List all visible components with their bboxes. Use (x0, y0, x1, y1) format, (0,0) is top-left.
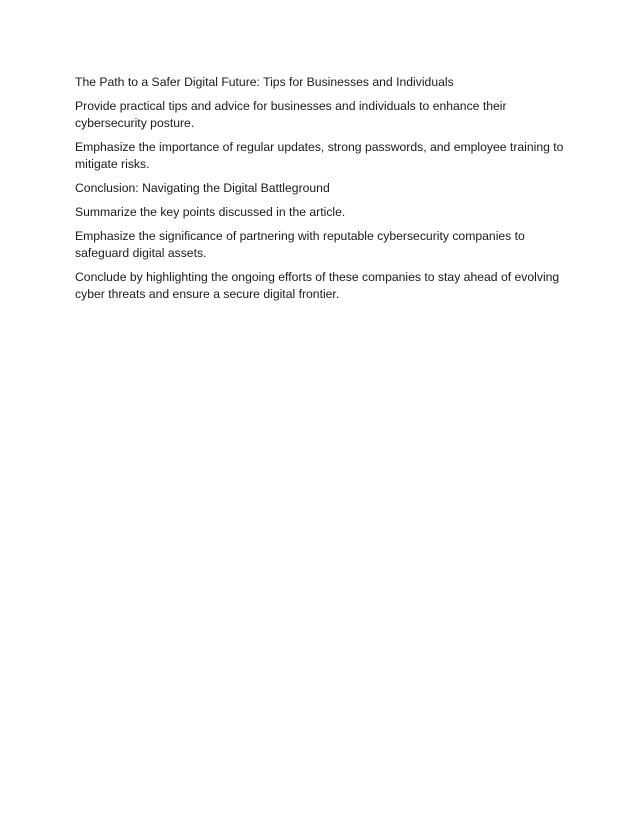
paragraph-summarize: Summarize the key points discussed in the article. (75, 205, 346, 219)
section-heading-safer-future: The Path to a Safer Digital Future: Tips for Businesses and Individuals (75, 75, 454, 89)
paragraph-partnering: Emphasize the significance of partnering with reputable cybersecurity companies to safeguard digital assets. (75, 229, 525, 260)
section-heading-conclusion: Conclusion: Navigating the Digital Battleground (75, 181, 330, 195)
document-body (75, 74, 565, 310)
paragraph-ongoing-efforts: Conclude by highlighting the ongoing efforts of these companies to stay ahead of evolving cyber threats and ensure a secure digital frontier. (75, 270, 560, 301)
paragraph-emphasize-updates: Emphasize the importance of regular updates, strong passwords, and employee training to mitigate risks. (75, 140, 564, 171)
paragraph-practical-tips: Provide practical tips and advice for businesses and individuals to enhance their cybersecurity posture. (75, 99, 507, 130)
